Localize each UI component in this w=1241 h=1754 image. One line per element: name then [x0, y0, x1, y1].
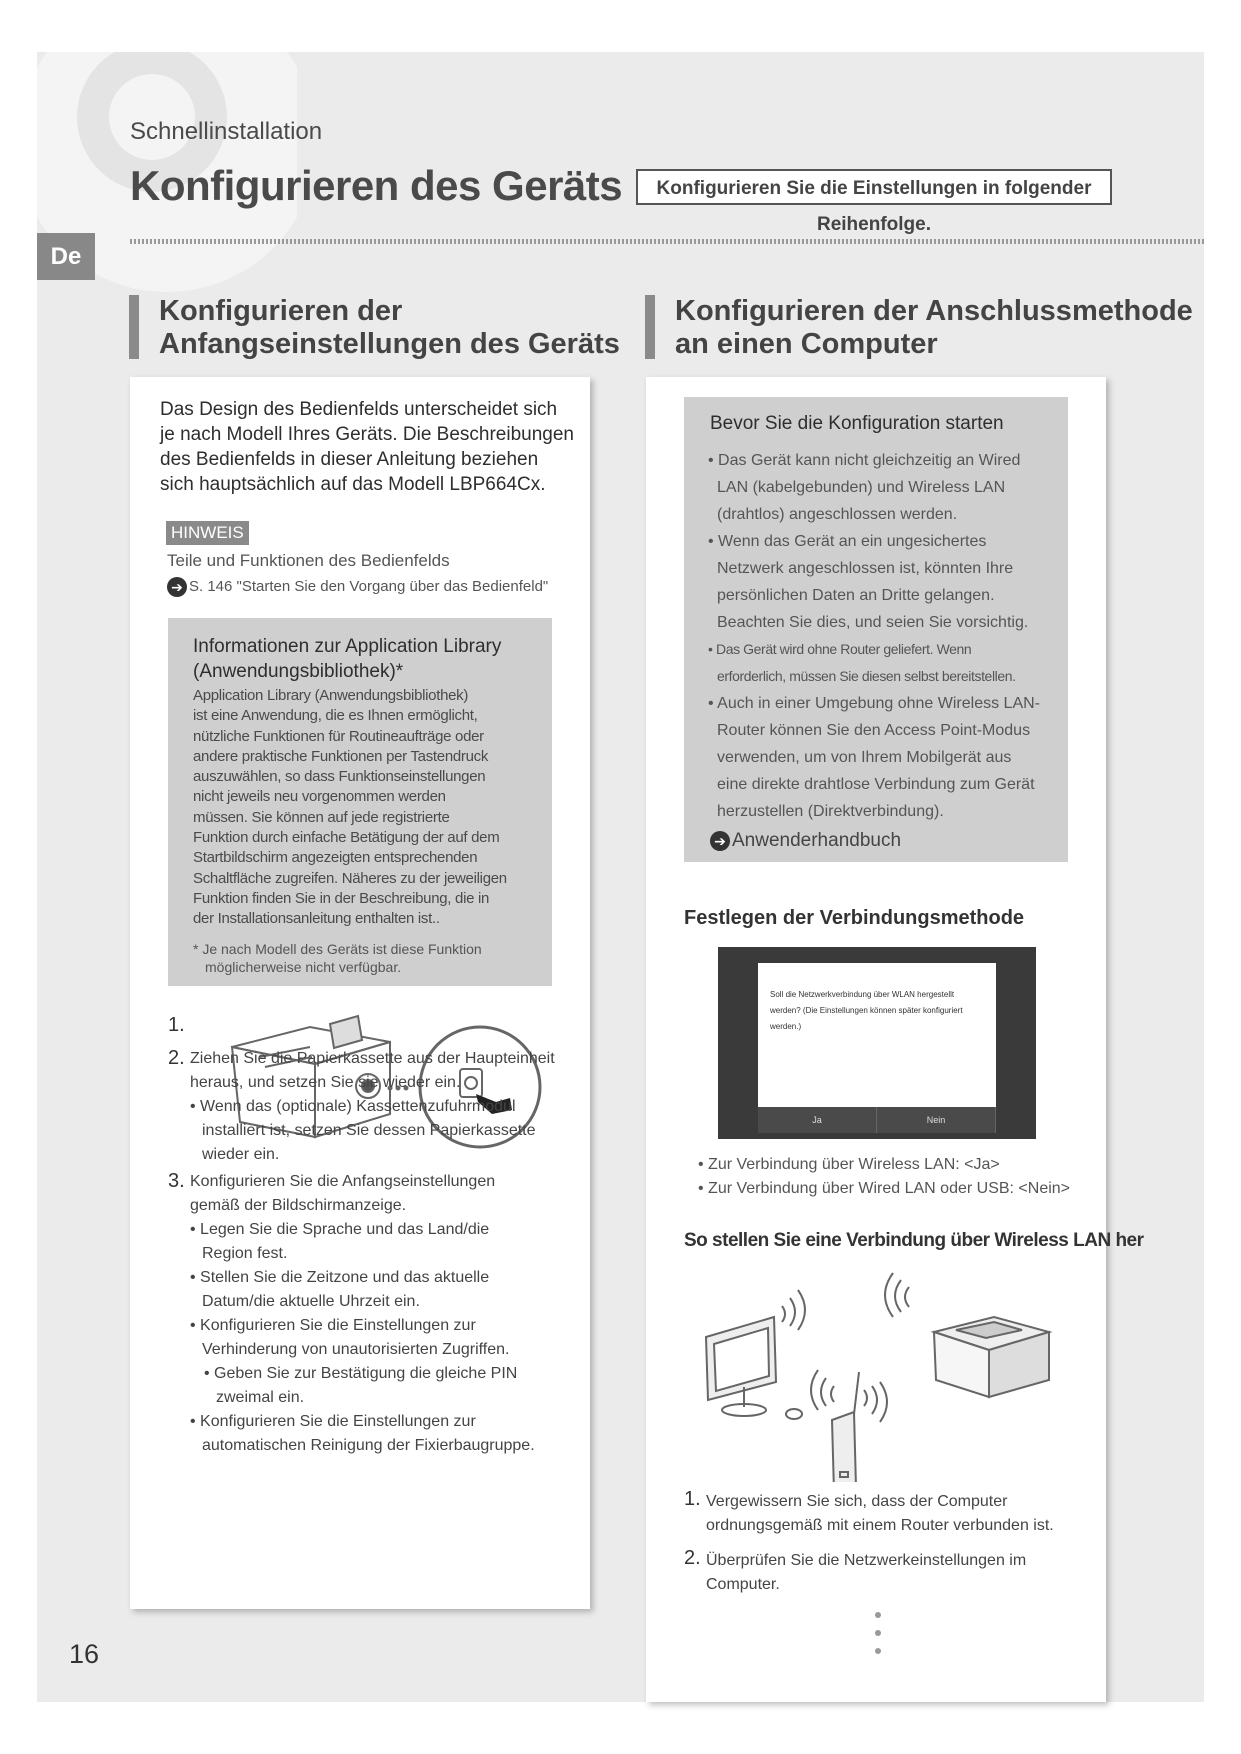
- continuation-dots-icon: [875, 1612, 881, 1654]
- page-title: Konfigurieren des Geräts: [130, 162, 623, 209]
- dotted-divider: [130, 239, 1204, 244]
- app-library-footnote: * Je nach Modell des Geräts ist diese Funktion möglicherweise nicht verfügbar.: [193, 941, 482, 975]
- left-panel: Das Design des Bedienfelds unterscheidet sich je nach Modell Ihres Geräts. Die Beschreibungen des Bedienfelds in dieser Anleitung beziehen sich hauptsächlich auf das Modell LBP664Cx. HINWEIS Teile und Funktionen des Bedienfelds ➔ S. 146 "Starten Sie den Vorgang über das Bedienfeld" Informationen zur Application Library (Anwendungsbibliothek)* Application Library (Anwendungsbibliothek) ist eine Anwendung, die es Ihnen ermöglicht, nützliche Funktionen für Routineaufträge oder andere praktische Funktionen per Tastendruck auszuwählen, so dass Funktionseinstellungen nicht jeweils neu vorgenommen werden müssen. Sie können auf jede registrierte Funktion durch einfache Betätigung der auf dem Startbildschirm angezeigten entsprechenden Schaltfläche zugreifen. Näheres zu der jeweiligen Funktion finden Sie in der Beschreibung, die in der Installationsanleitung enthalten ist.. * Je nach Modell des Geräts ist diese Funktion möglicherweise nicht verfügbar. 1. 2. Ziehen Sie die Papierkassette aus der Haupteinheit heraus, und setzen Sie sie wieder ein. • Wenn das (optionale) Kassettenzufuhrmodul installiert ist, setzen Sie dessen Papierkassette wieder ein. 3. Konfigurieren Sie die Anfangseinstellungen gemäß der Bildschirmanzeige. • Legen Sie die Sprache und das Land/die Region fest. • Stellen Sie die Zeitzone und das aktuelle Datum/die aktuelle Uhrzeit ein. • Konfigurieren Sie die Einstellungen zur Verhinderung von unautorisierten Zugriffen. • Geben Sie zur Bestätigung die gleiche PIN zweimal ein. • Konfigurieren Sie die Einstellungen zur automatischen Reinigung der Fixierbaugruppe.: [130, 377, 590, 1609]
- step-1-number: 1.: [168, 1014, 185, 1036]
- app-library-box: [168, 618, 552, 986]
- arrow-right-icon: ➔: [167, 577, 187, 597]
- subtitle-box: Konfigurieren Sie die Einstellungen in folgender Reihenfolge.: [636, 169, 1112, 205]
- app-library-body: Application Library (Anwendungsbibliothek) ist eine Anwendung, die es Ihnen ermöglicht, nützliche Funktionen für Routineaufträge oder andere praktische Funktionen per Tastendruck auszuwählen, so dass Funktionseinstellungen nicht jeweils neu vorgenommen werden müssen. Sie können auf jede registrierte Funktion durch einfache Betätigung der auf dem Startbildschirm angezeigten entsprechenden Schaltfläche zugreifen. Näheres zu der jeweiligen Funktion finden Sie in der Beschreibung, die in der Installationsanleitung enthalten ist..: [193, 687, 507, 928]
- right-panel: Bevor Sie die Konfiguration starten • Das Gerät kann nicht gleichzeitig an Wired LAN (kabelgebunden) und Wireless LAN (drahtlos) angeschlossen werden. • Wenn das Gerät an ein ungesichertes Netzwerk angeschlossen ist, könnten Ihre persönlichen Daten an Dritte gelangen. Beachten Sie dies, und seien Sie vorsichtig. • Das Gerät wird ohne Router geliefert. Wenn erforderlich, müssen Sie diesen selbst bereitstellen. • Auch in einer Umgebung ohne Wireless LAN- Router können Sie den Access Point-Modus verwenden, um von Ihrem Mobilgerät aus eine direkte drahtlose Verbindung zum Gerät herzustellen (Direktverbindung). ➔ Anwenderhandbuch Festlegen der Verbindungsmethode Soll die Netzwerkverbindung über WLAN hergestellt werden? (Die Einstellungen können später konfiguriert werden.) Ja Nein • Zur Verbindung über Wireless LAN: <Ja> • Zur Verbindung über Wired LAN oder USB: <Nein> So stellen Sie eine Verbindung über Wireless LAN her 1. Vergewissern Sie sich, dass der Computer ordnungsgemäß mit einem Router verbunden ist. 2. Überprüfen Sie die Netzwerkeinstellungen im Computer.: [646, 377, 1106, 1702]
- connection-method-title: Festlegen der Verbindungsmethode: [684, 907, 1025, 929]
- screen-message: Soll die Netzwerkverbindung über WLAN hergestellt werden? (Die Einstellungen können später konfiguriert werden.): [770, 990, 963, 1031]
- device-screen: [718, 947, 1036, 1139]
- yes-button[interactable]: Ja: [758, 1107, 877, 1133]
- wireless-lan-illustration: [704, 1272, 1054, 1482]
- intro-text: Das Design des Bedienfelds unterscheidet sich je nach Modell Ihres Geräts. Die Beschreibungen des Bedienfelds in dieser Anleitung beziehen sich hauptsächlich auf das Modell LBP664Cx.: [160, 399, 575, 495]
- wlan-connect-title: So stellen Sie eine Verbindung über Wireless LAN her: [684, 1230, 1144, 1251]
- note-reference[interactable]: ➔ S. 146 "Starten Sie den Vorgang über das Bedienfeld": [167, 577, 548, 597]
- arrow-right-icon: ➔: [710, 831, 730, 851]
- right-column-heading: Konfigurieren der Anschlussmethode an einen Computer: [675, 295, 1193, 361]
- note-text: Teile und Funktionen des Bedienfelds: [167, 551, 450, 570]
- user-manual-reference[interactable]: ➔ Anwenderhandbuch: [710, 830, 901, 852]
- language-tab: De: [37, 233, 95, 280]
- left-column-heading: Konfigurieren der Anfangseinstellungen des Geräts: [159, 295, 620, 361]
- section-label: Schnellinstallation: [130, 118, 323, 145]
- before-config-list: • Das Gerät kann nicht gleichzeitig an Wired LAN (kabelgebunden) und Wireless LAN (drahtlos) angeschlossen werden. • Wenn das Gerät an ein ungesichertes Netzwerk angeschlossen ist, könnten Ihre persönlichen Daten an Dritte gelangen. Beachten Sie dies, und seien Sie vorsichtig. • Das Gerät wird ohne Router geliefert. Wenn erforderlich, müssen Sie diesen selbst bereitstellen. • Auch in einer Umgebung ohne Wireless LAN- Router können Sie den Access Point-Modus verwenden, um von Ihrem Mobilgerät aus eine direkte drahtlose Verbindung zum Gerät herzustellen (Direktverbindung).: [708, 452, 1040, 820]
- connection-options: • Zur Verbindung über Wireless LAN: <Ja> • Zur Verbindung über Wired LAN oder USB: <Nein>: [698, 1156, 1071, 1197]
- page-number: 16: [69, 1639, 100, 1669]
- app-library-title: Informationen zur Application Library (Anwendungsbibliothek)*: [193, 636, 502, 682]
- note-label: HINWEIS: [166, 521, 249, 545]
- before-config-title: Bevor Sie die Konfiguration starten: [710, 413, 1004, 434]
- before-config-box: [684, 397, 1068, 862]
- no-button[interactable]: Nein: [877, 1107, 996, 1133]
